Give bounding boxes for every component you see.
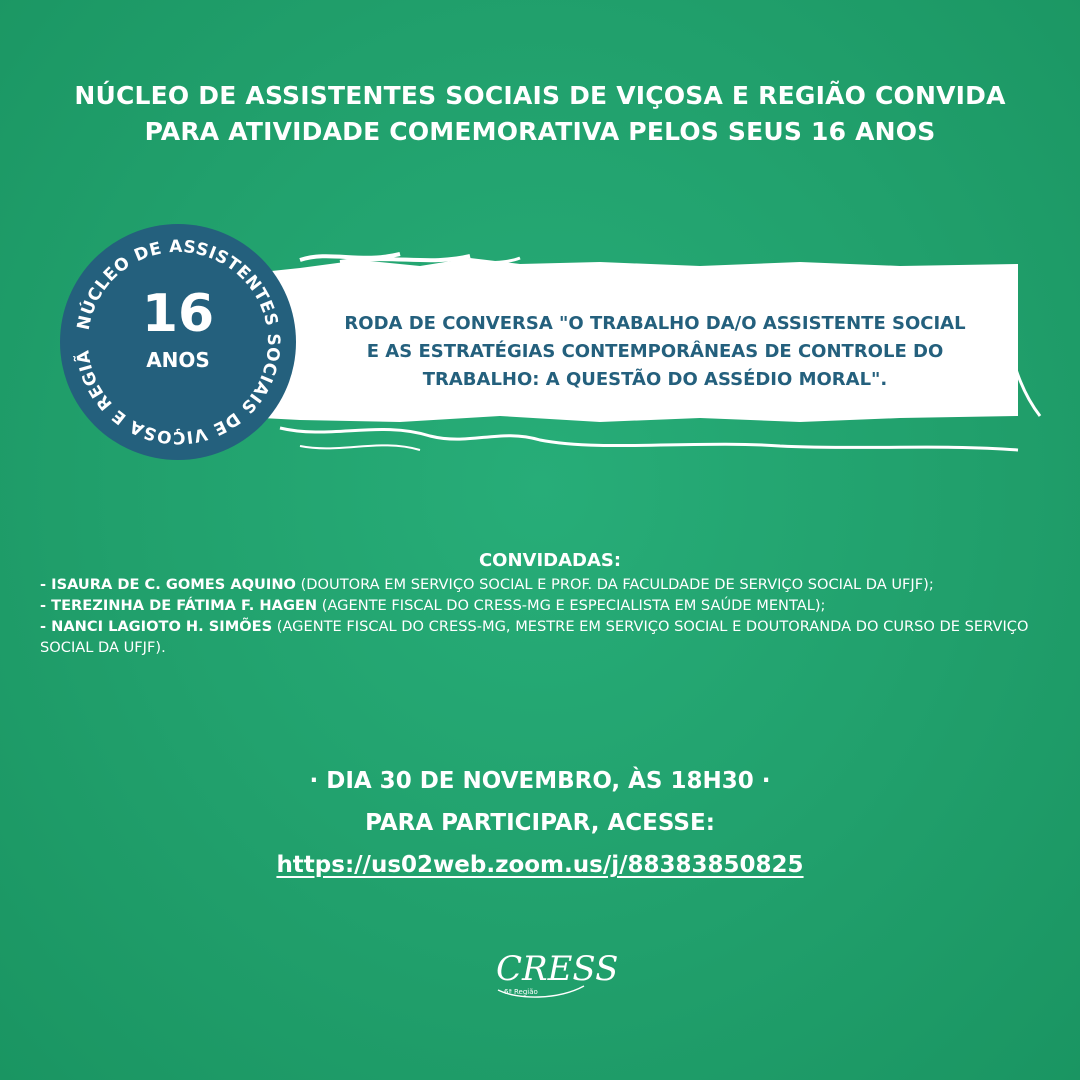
title-line-1: NÚCLEO DE ASSISTENTES SOCIAIS DE VIÇOSA E REGIÃO CONVIDA [74, 81, 1006, 110]
logo-text: CRESS [496, 949, 619, 989]
guest-name: - NANCI LAGIOTO H. SIMÕES [40, 618, 273, 635]
guest-name: - TEREZINHA DE FÁTIMA F. HAGEN [40, 597, 318, 614]
badge-ring-text: NÚCLEO DE ASSISTENTES SOCIAIS DE VIÇOSA E REGIÃ [73, 236, 284, 448]
event-topic [300, 310, 1010, 394]
cress-logo-mark [488, 942, 619, 1002]
anniversary-badge [58, 222, 298, 462]
logo-sub: 6ª Região [504, 988, 538, 996]
event-info [0, 760, 1080, 886]
badge-word: ANOS [146, 348, 210, 372]
guest-item [40, 574, 1060, 595]
guest-description: (AGENTE FISCAL DO CRESS-MG E ESPECIALISTA EM SAÚDE MENTAL); [317, 597, 826, 614]
guest-name: - ISAURA DE C. GOMES AQUINO [40, 576, 296, 593]
guest-item [40, 616, 1060, 658]
event-date: · DIA 30 DE NOVEMBRO, ÀS 18H30 · [309, 768, 771, 794]
zoom-link[interactable]: https://us02web.zoom.us/j/88383850825 [276, 852, 804, 878]
event-cta: PARA PARTICIPAR, ACESSE: [365, 810, 715, 836]
topic-line-2: E AS ESTRATÉGIAS CONTEMPORÂNEAS DE CONTROLE DO [366, 341, 944, 362]
topic-line-3: TRABALHO: A QUESTÃO DO ASSÉDIO MORAL". [422, 369, 888, 390]
page-title [0, 78, 1080, 150]
cress-logo [488, 942, 619, 1002]
guests-section [40, 548, 1060, 658]
guest-item [40, 595, 1060, 616]
guests-title: CONVIDADAS: [478, 550, 622, 571]
badge-number: 16 [141, 284, 215, 344]
guest-description: (AGENTE FISCAL DO CRESS-MG, MESTRE EM SERVIÇO SOCIAL E DOUTORANDA DO CURSO DE SERVIÇO SOCIAL DA UFJF). [40, 618, 1029, 656]
topic-line-1: RODA DE CONVERSA "O TRABALHO DA/O ASSISTENTE SOCIAL [344, 313, 966, 334]
guest-description: (DOUTORA EM SERVIÇO SOCIAL E PROF. DA FACULDADE DE SERVIÇO SOCIAL DA UFJF); [295, 576, 934, 593]
title-line-2: PARA ATIVIDADE COMEMORATIVA PELOS SEUS 16 ANOS [144, 117, 936, 146]
